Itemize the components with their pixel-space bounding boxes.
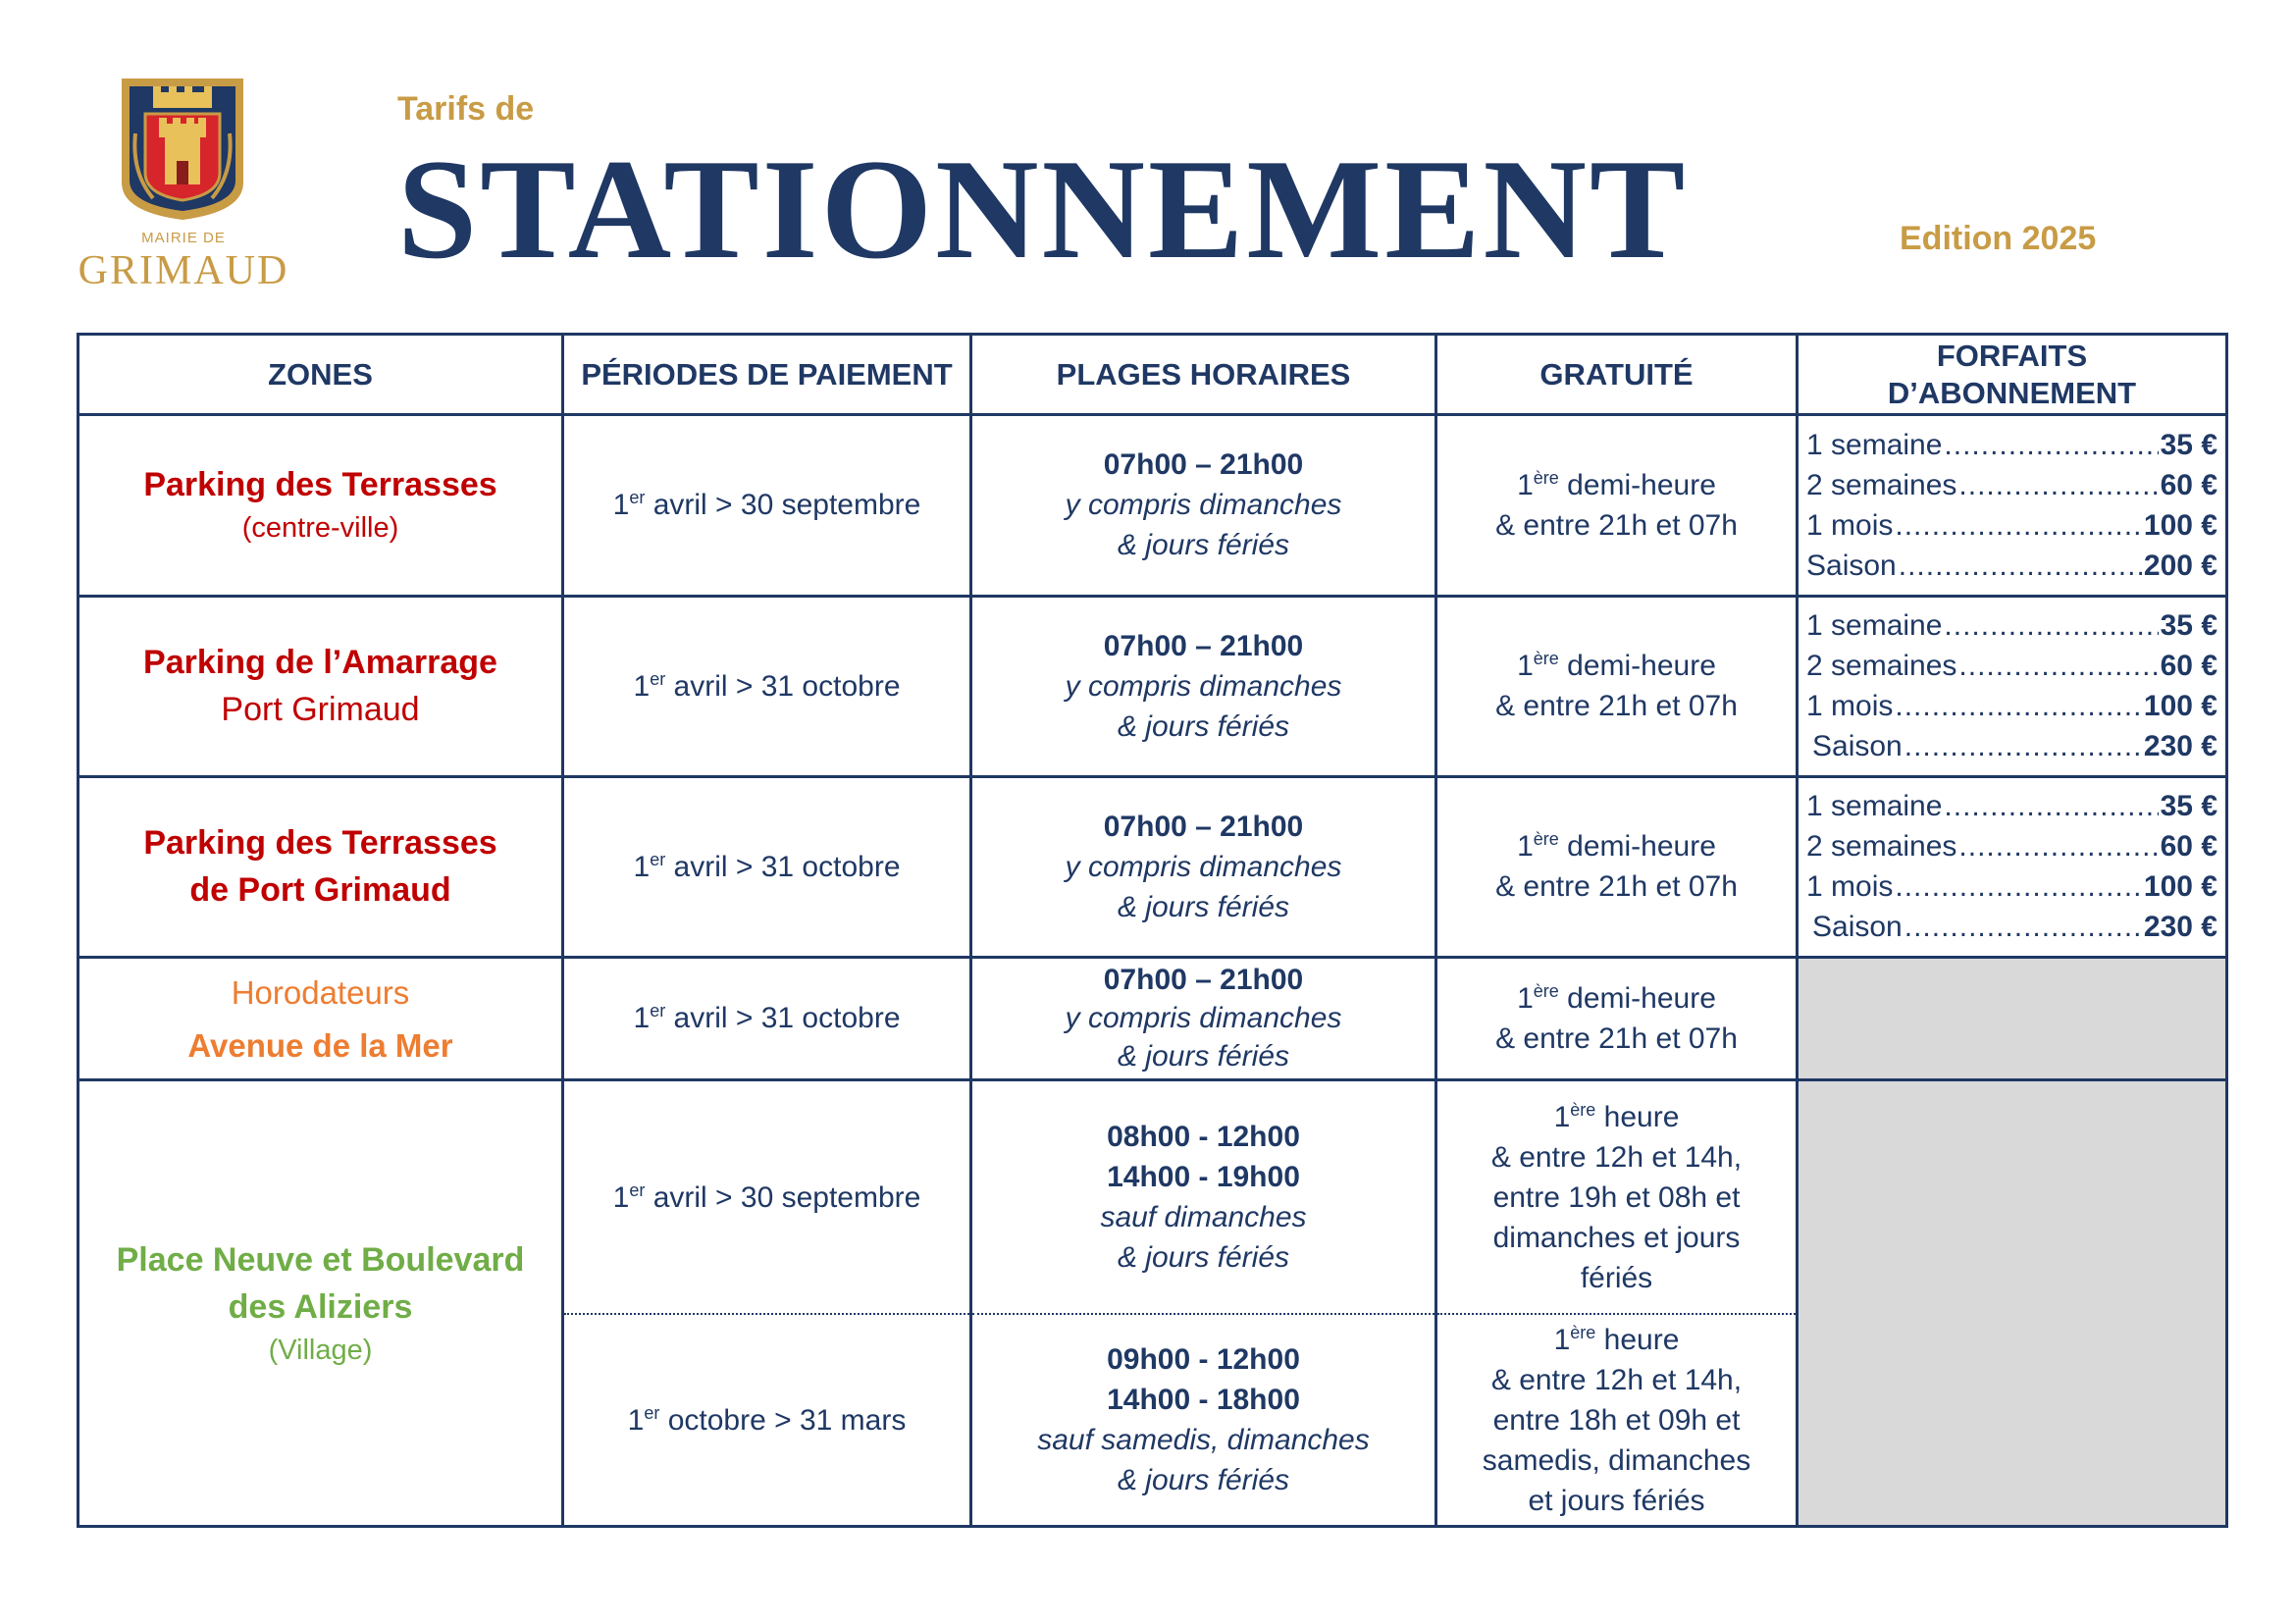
hours-holidays: & jours fériés [1117, 1464, 1290, 1497]
subscription-price: 60 € [2160, 830, 2217, 864]
logo-caption-mairie: MAIRIE DE [141, 230, 226, 246]
hours-range: 08h00 - 12h00 [1107, 1121, 1300, 1154]
free-sup: ère [1533, 829, 1559, 850]
subscription-empty-cell [1798, 1080, 2227, 1527]
period-sup: er [650, 849, 666, 869]
free-line: & entre 12h et 14h, [1490, 1363, 1743, 1396]
free-first [1445, 465, 1788, 505]
subscription-price: 35 € [2160, 609, 2217, 643]
period-sup: er [650, 1001, 666, 1022]
free-num: 1 [1517, 830, 1534, 864]
hours-note: sauf dimanches [1100, 1201, 1307, 1234]
subscription-price: 60 € [2160, 468, 2217, 501]
hours-range-2: 14h00 - 19h00 [1107, 1161, 1300, 1194]
period-text: avril > 31 octobre [665, 669, 901, 703]
subscription-cell [1798, 415, 2227, 596]
period-day: 1 [612, 489, 630, 522]
subscription-label: 1 semaine [1806, 428, 1943, 461]
subscription-label: 1 semaine [1806, 609, 1943, 643]
free-text: heure [1595, 1323, 1680, 1356]
hours-cell [971, 415, 1436, 596]
free-num: 1 [1553, 1323, 1571, 1356]
subscription-empty-cell [1798, 957, 2227, 1080]
period-cell [563, 415, 971, 596]
period-text: avril > 31 octobre [665, 1002, 901, 1035]
hours-note: y compris dimanches [1065, 669, 1342, 703]
period-cell [563, 1080, 971, 1314]
free-first [1445, 978, 1788, 1019]
grimaud-coat-of-arms-icon [114, 75, 251, 222]
header-subscriptions [1798, 335, 2227, 415]
hours-cell [971, 596, 1436, 776]
free-cell [1436, 596, 1798, 776]
free-text: demi-heure [1558, 468, 1716, 501]
free-num: 1 [1553, 1100, 1571, 1133]
hours-range: 09h00 - 12h00 [1107, 1343, 1300, 1377]
subscription-item [1806, 605, 2217, 646]
header-subscriptions-line1: FORFAITS [1936, 338, 2088, 373]
subscription-item [1806, 907, 2217, 947]
subscription-item [1806, 826, 2217, 866]
free-night: & entre 21h et 07h [1495, 508, 1738, 542]
zone-cell [78, 415, 563, 596]
free-night: & entre 21h et 07h [1495, 690, 1738, 723]
free-sup: ère [1570, 1099, 1596, 1120]
table-row [78, 776, 2227, 957]
free-line: entre 19h et 08h et [1492, 1180, 1741, 1214]
free-first [1445, 646, 1788, 686]
free-line: & entre 12h et 14h, [1490, 1140, 1743, 1174]
header-hours: PLAGES HORAIRES [971, 335, 1436, 415]
free-text: heure [1595, 1100, 1680, 1133]
subscription-price: 200 € [2143, 549, 2217, 582]
zone-name: Parking de l’Amarrage [143, 644, 497, 682]
free-cell [1436, 1080, 1798, 1314]
subscription-label: 2 semaines [1806, 468, 1957, 501]
hours-holidays: & jours fériés [1117, 890, 1290, 923]
free-first [1445, 1320, 1788, 1360]
free-first [1445, 826, 1788, 866]
subscription-item [1806, 546, 2217, 586]
subscription-label: Saison [1806, 549, 1897, 582]
tariff-table [77, 333, 2228, 1528]
table-row [78, 415, 2227, 596]
subscription-label: 1 mois [1806, 690, 1894, 723]
hours-note: y compris dimanches [1065, 1002, 1342, 1035]
free-text: demi-heure [1558, 650, 1716, 683]
free-line: entre 18h et 09h et [1492, 1403, 1741, 1437]
zone-cell [78, 1080, 563, 1527]
table-row [78, 1080, 2227, 1314]
subscription-item [1806, 786, 2217, 826]
free-night: & entre 21h et 07h [1495, 1022, 1738, 1055]
hours-note: y compris dimanches [1065, 850, 1342, 883]
free-num: 1 [1517, 650, 1534, 683]
period-text: avril > 31 octobre [665, 850, 901, 883]
subscription-price: 35 € [2160, 790, 2217, 823]
subscription-label: 1 mois [1806, 870, 1894, 904]
header-zones: ZONES [78, 335, 563, 415]
hours-cell [971, 957, 1436, 1080]
zone-cell [78, 957, 563, 1080]
hours-holidays: & jours fériés [1117, 1040, 1290, 1074]
free-num: 1 [1517, 468, 1534, 501]
subscription-price: 100 € [2143, 508, 2217, 542]
subscription-label: 2 semaines [1806, 830, 1957, 864]
hours-cell [971, 776, 1436, 957]
period-text: avril > 30 septembre [645, 1180, 921, 1214]
zone-subtitle: Avenue de la Mer [187, 1026, 453, 1064]
period-day: 1 [633, 850, 651, 883]
zone-name: Horodateurs [231, 973, 410, 1011]
period-sup: er [629, 1179, 646, 1200]
logo-caption-grimaud: GRIMAUD [78, 248, 289, 293]
subscription-item [1806, 726, 2217, 766]
free-night: & entre 21h et 07h [1495, 870, 1738, 904]
period-cell [563, 596, 971, 776]
period-text: octobre > 31 mars [659, 1403, 907, 1437]
hours-note: y compris dimanches [1065, 489, 1342, 522]
table-row [78, 957, 2227, 1080]
free-line: et jours fériés [1528, 1484, 1705, 1517]
mairie-logo [71, 75, 296, 293]
subscription-label: 1 mois [1806, 508, 1894, 542]
subscription-price: 230 € [2143, 730, 2217, 763]
hours-range-2: 14h00 - 18h00 [1107, 1384, 1300, 1417]
period-day: 1 [612, 1180, 630, 1214]
subscription-cell [1798, 596, 2227, 776]
subscription-price: 100 € [2143, 690, 2217, 723]
subscription-item [1806, 866, 2217, 907]
free-sup: ère [1533, 649, 1559, 669]
zone-subtitle: de Port Grimaud [189, 871, 451, 910]
free-sup: ère [1570, 1322, 1596, 1342]
free-sup: ère [1533, 467, 1559, 488]
subscription-item [1806, 686, 2217, 726]
zone-name: Place Neuve et Boulevard [116, 1240, 525, 1279]
subscription-label: Saison [1812, 730, 1903, 763]
subscription-price: 60 € [2160, 650, 2217, 683]
hours-range: 07h00 – 21h00 [1103, 810, 1304, 843]
subscription-label: Saison [1812, 911, 1903, 944]
period-cell [563, 776, 971, 957]
table-header-row [78, 335, 2227, 415]
table-row [78, 596, 2227, 776]
zone-cell [78, 596, 563, 776]
zone-cell [78, 776, 563, 957]
subscription-price: 230 € [2143, 911, 2217, 944]
period-day: 1 [633, 669, 651, 703]
period-text: avril > 30 septembre [645, 489, 921, 522]
free-text: demi-heure [1558, 981, 1716, 1015]
zone-subtitle: Port Grimaud [221, 691, 420, 729]
subscription-label: 2 semaines [1806, 650, 1957, 683]
period-sup: er [644, 1402, 660, 1423]
free-sup: ère [1533, 980, 1559, 1001]
free-first [1445, 1097, 1788, 1137]
hours-holidays: & jours fériés [1117, 529, 1290, 562]
subscription-item [1806, 425, 2217, 465]
hours-holidays: & jours fériés [1117, 1241, 1290, 1275]
page-subtitle: Tarifs de [397, 90, 535, 128]
free-cell [1436, 415, 1798, 596]
free-line: fériés [1580, 1261, 1653, 1294]
free-cell [1436, 1314, 1798, 1526]
subscription-label: 1 semaine [1806, 790, 1943, 823]
edition-label: Edition 2025 [1900, 220, 2097, 257]
period-cell [563, 957, 971, 1080]
hours-range: 07h00 – 21h00 [1103, 964, 1304, 997]
zone-subtitle: (Village) [268, 1334, 373, 1366]
header-free: GRATUITÉ [1436, 335, 1798, 415]
subscription-price: 100 € [2143, 870, 2217, 904]
hours-cell [971, 1080, 1436, 1314]
period-sup: er [650, 668, 666, 689]
zone-subtitle: (centre-ville) [241, 512, 399, 545]
zone-name: Parking des Terrasses [143, 466, 497, 504]
header-periods: PÉRIODES DE PAIEMENT [563, 335, 971, 415]
hours-holidays: & jours fériés [1117, 709, 1290, 743]
hours-cell [971, 1314, 1436, 1526]
free-line: dimanches et jours [1492, 1221, 1741, 1254]
subscription-item [1806, 646, 2217, 686]
free-line: samedis, dimanches [1482, 1443, 1751, 1477]
header-subscriptions-line2: D’ABONNEMENT [1887, 375, 2137, 410]
period-day: 1 [627, 1403, 645, 1437]
page-title: STATIONNEMENT [397, 130, 1689, 288]
hours-range: 07h00 – 21h00 [1103, 448, 1304, 482]
period-day: 1 [633, 1002, 651, 1035]
period-cell [563, 1314, 971, 1526]
hours-range: 07h00 – 21h00 [1103, 629, 1304, 662]
period-sup: er [629, 488, 646, 508]
zone-name: Parking des Terrasses [143, 824, 497, 863]
hours-note: sauf samedis, dimanches [1037, 1424, 1370, 1457]
subscription-cell [1798, 776, 2227, 957]
subscription-price: 35 € [2160, 428, 2217, 461]
subscription-item [1806, 465, 2217, 505]
free-cell [1436, 957, 1798, 1080]
free-cell [1436, 776, 1798, 957]
free-text: demi-heure [1558, 830, 1716, 864]
free-num: 1 [1517, 981, 1534, 1015]
zone-name-line2: des Aliziers [228, 1287, 413, 1326]
subscription-item [1806, 505, 2217, 546]
